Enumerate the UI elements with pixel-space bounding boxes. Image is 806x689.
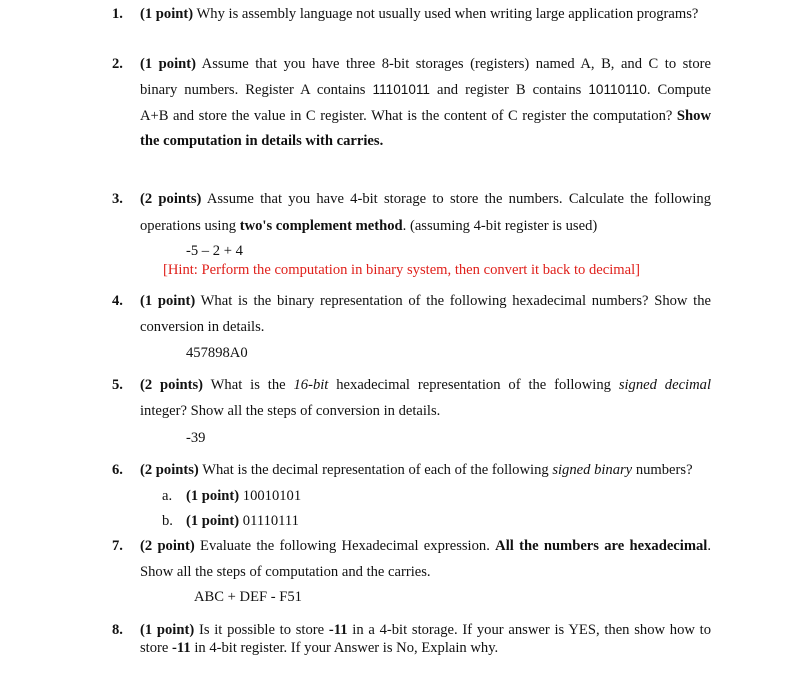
question-text-line: (1 point) Is it possible to store -11 in a 4-bit storage. If your answer is YES, then show how to: [140, 622, 711, 638]
question-text-line: conversion in details.: [140, 319, 265, 335]
question-points: (2 points): [140, 191, 202, 207]
sub-item-label: b.: [162, 513, 173, 529]
question-number: 6.: [112, 462, 123, 478]
question-text-line: (2 points) Assume that you have 4-bit storage to store the numbers. Calculate the following: [140, 191, 711, 207]
question-number: 8.: [112, 622, 123, 638]
expression: ABC + DEF - F51: [194, 589, 302, 605]
question-text-line: (1 point) What is the binary representation of the following hexadecimal numbers? Show the: [140, 293, 712, 309]
question-points: (2 points): [140, 377, 204, 393]
question-text-line: A+B and store the value in C register. What is the content of C register the computation? Show: [140, 108, 711, 124]
question-text-line: operations using two's complement method. (assuming 4-bit register is used): [140, 218, 598, 234]
question-number: 2.: [112, 56, 123, 72]
question-text-line: the computation in details with carries.: [140, 133, 384, 149]
question-number: 1.: [112, 6, 123, 22]
question-number: 7.: [112, 538, 123, 554]
question-text: (1 point) Why is assembly language not usually used when writing large application programs?: [140, 6, 699, 22]
hint-text: [Hint: Perform the computation in binary system, then convert it back to decimal]: [163, 262, 641, 278]
question-number: 4.: [112, 293, 123, 309]
question-number: 3.: [112, 191, 123, 207]
question-text-line: (2 point) Evaluate the following Hexadecimal expression. All the numbers are hexadecimal.: [140, 538, 712, 554]
register-a-value: 11101011: [372, 82, 430, 97]
decimal-value: -39: [186, 430, 206, 446]
question-number: 5.: [112, 377, 123, 393]
question-text-line: (2 points) What is the decimal representation of each of the following signed binary numbers?: [140, 462, 693, 478]
question-points: (1 point): [140, 56, 196, 72]
question-text-line: (2 points) What is the 16-bit hexadecimal representation of the following signed decimal: [140, 377, 711, 393]
question-text-line: Show all the steps of computation and the carries.: [140, 564, 431, 580]
question-text-line: (1 point) Assume that you have three 8-bit storages (registers) named A, B, and C to store: [140, 56, 711, 72]
question-text-line: binary numbers. Register A contains 11101011 and register B contains 10110110. Compute: [140, 82, 711, 98]
question-text-line: integer? Show all the steps of conversion in details.: [140, 403, 441, 419]
question-points: (2 point): [140, 538, 195, 554]
register-b-value: 10110110: [588, 82, 647, 97]
question-points: (1 point): [140, 622, 195, 638]
question-points: (2 points): [140, 462, 199, 478]
expression: -5 – 2 + 4: [186, 243, 243, 259]
hex-value: 457898A0: [186, 345, 248, 361]
sub-item-label: a.: [162, 488, 173, 504]
sub-item-a: (1 point) 10010101: [186, 488, 302, 504]
question-points: (1 point): [140, 293, 196, 309]
question-text-line: store -11 in 4-bit register. If your Answer is No, Explain why.: [140, 640, 499, 656]
sub-item-b: (1 point) 01110111: [186, 513, 299, 529]
question-points: (1 point): [140, 6, 194, 22]
